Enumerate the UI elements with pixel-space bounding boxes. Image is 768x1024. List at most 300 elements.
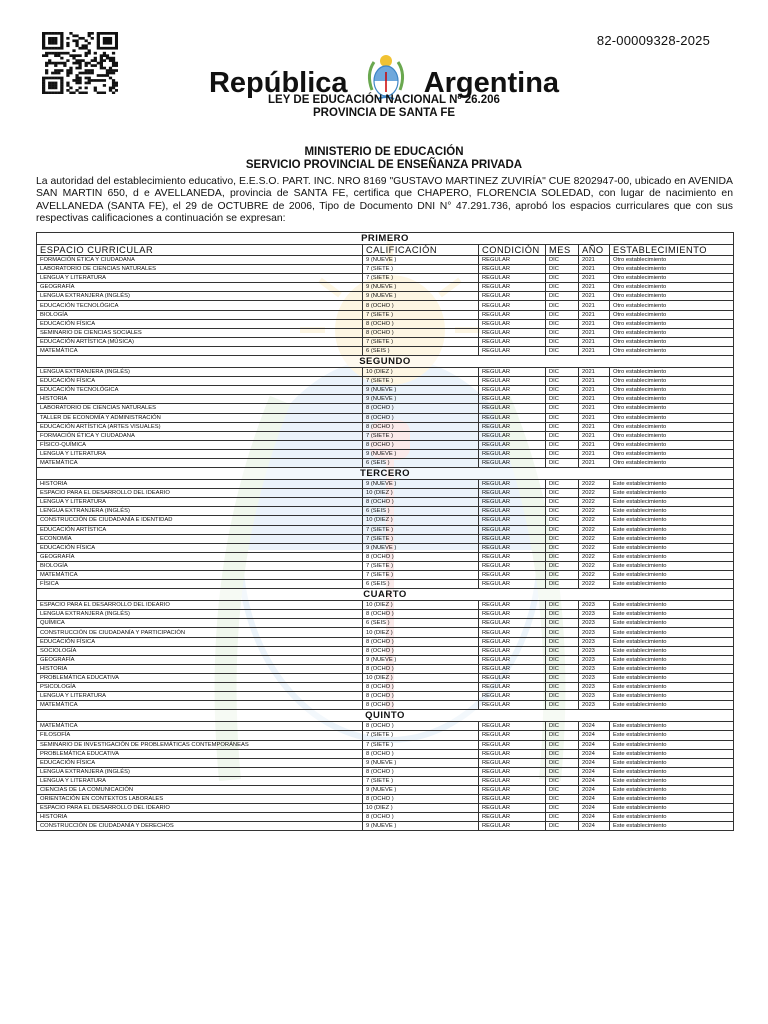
condition-cell: REGULAR <box>479 301 546 310</box>
condition-cell: REGULAR <box>479 274 546 283</box>
condition-cell: REGULAR <box>479 368 546 377</box>
condition-cell: REGULAR <box>479 749 546 758</box>
subject-cell: ESPACIO PARA EL DESARROLLO DEL IDEARIO <box>37 601 363 610</box>
subject-cell: LENGUA EXTRANJERA (INGLÉS) <box>37 507 363 516</box>
condition-cell: REGULAR <box>479 776 546 785</box>
grade-cell: 7 (SIETE ) <box>363 337 479 346</box>
month-cell: DIC <box>546 337 579 346</box>
subject-cell: HISTORIA <box>37 664 363 673</box>
grade-cell: 8 (OCHO ) <box>363 413 479 422</box>
condition-cell: REGULAR <box>479 431 546 440</box>
subject-cell: FORMACIÓN ÉTICA Y CIUDADANA <box>37 256 363 265</box>
grade-cell: 9 (NUEVE ) <box>363 655 479 664</box>
law-heading <box>0 94 768 120</box>
institution-cell: Este establecimiento <box>610 758 734 767</box>
table-row <box>37 337 734 346</box>
table-row <box>37 601 734 610</box>
table-row <box>37 785 734 794</box>
condition-cell: REGULAR <box>479 785 546 794</box>
grade-cell: 8 (OCHO ) <box>363 767 479 776</box>
month-cell: DIC <box>546 601 579 610</box>
month-cell: DIC <box>546 274 579 283</box>
condition-cell: REGULAR <box>479 673 546 682</box>
condition-cell: REGULAR <box>479 395 546 404</box>
year-cell: 2023 <box>579 664 610 673</box>
year-cell: 2021 <box>579 413 610 422</box>
subject-cell: FILOSOFÍA <box>37 731 363 740</box>
year-title: CUARTO <box>37 589 734 601</box>
month-cell: DIC <box>546 319 579 328</box>
col-header-condition: CONDICIÓN <box>479 245 546 256</box>
table-row <box>37 561 734 570</box>
subject-cell: EDUCACIÓN ARTÍSTICA <box>37 525 363 534</box>
institution-cell: Este establecimiento <box>610 543 734 552</box>
year-section-row <box>37 356 734 368</box>
condition-cell: REGULAR <box>479 795 546 804</box>
subject-cell: LENGUA EXTRANJERA (INGLÉS) <box>37 767 363 776</box>
grade-cell: 8 (OCHO ) <box>363 404 479 413</box>
subject-cell: HISTORIA <box>37 813 363 822</box>
table-row <box>37 664 734 673</box>
month-cell: DIC <box>546 785 579 794</box>
institution-cell: Este establecimiento <box>610 664 734 673</box>
month-cell: DIC <box>546 283 579 292</box>
month-cell: DIC <box>546 328 579 337</box>
table-row <box>37 449 734 458</box>
institution-cell: Este establecimiento <box>610 637 734 646</box>
condition-cell: REGULAR <box>479 292 546 301</box>
condition-cell: REGULAR <box>479 377 546 386</box>
institution-cell: Otro establecimiento <box>610 283 734 292</box>
year-cell: 2023 <box>579 673 610 682</box>
table-row <box>37 571 734 580</box>
year-section-row <box>37 468 734 480</box>
month-cell: DIC <box>546 265 579 274</box>
grade-cell: 10 (DIEZ ) <box>363 804 479 813</box>
subject-cell: MATEMÁTICA <box>37 701 363 710</box>
grade-cell: 9 (NUEVE ) <box>363 283 479 292</box>
month-cell: DIC <box>546 701 579 710</box>
month-cell: DIC <box>546 580 579 589</box>
condition-cell: REGULAR <box>479 664 546 673</box>
grade-cell: 8 (OCHO ) <box>363 637 479 646</box>
year-cell: 2022 <box>579 534 610 543</box>
table-row <box>37 813 734 822</box>
grade-cell: 8 (OCHO ) <box>363 422 479 431</box>
year-title: PRIMERO <box>37 233 734 245</box>
subject-cell: CONSTRUCCIÓN DE CIUDADANÍA E IDENTIDAD <box>37 516 363 525</box>
grade-cell: 9 (NUEVE ) <box>363 543 479 552</box>
grade-cell: 7 (SIETE ) <box>363 265 479 274</box>
year-cell: 2022 <box>579 543 610 552</box>
subject-cell: LENGUA EXTRANJERA (INGLÉS) <box>37 368 363 377</box>
year-section-row <box>37 710 734 722</box>
table-row <box>37 580 734 589</box>
col-header-institution: ESTABLECIMIENTO <box>610 245 734 256</box>
institution-cell: Este establecimiento <box>610 776 734 785</box>
month-cell: DIC <box>546 610 579 619</box>
subject-cell: LABORATORIO DE CIENCIAS NATURALES <box>37 404 363 413</box>
year-cell: 2022 <box>579 552 610 561</box>
column-header-row <box>37 245 734 256</box>
condition-cell: REGULAR <box>479 422 546 431</box>
year-cell: 2021 <box>579 328 610 337</box>
month-cell: DIC <box>546 440 579 449</box>
table-row <box>37 489 734 498</box>
institution-cell: Otro establecimiento <box>610 292 734 301</box>
subject-cell: LENGUA Y LITERATURA <box>37 449 363 458</box>
institution-cell: Otro establecimiento <box>610 422 734 431</box>
subject-cell: GEOGRAFÍA <box>37 552 363 561</box>
year-cell: 2024 <box>579 722 610 731</box>
law-line: LEY DE EDUCACIÓN NACIONAL Nº 26.206 <box>268 94 500 106</box>
subject-cell: BIOLOGÍA <box>37 561 363 570</box>
condition-cell: REGULAR <box>479 683 546 692</box>
condition-cell: REGULAR <box>479 543 546 552</box>
institution-cell: Otro establecimiento <box>610 256 734 265</box>
service-line: SERVICIO PROVINCIAL DE ENSEÑANZA PRIVADA <box>245 159 523 171</box>
institution-cell: Otro establecimiento <box>610 404 734 413</box>
subject-cell: FÍSICO-QUÍMICA <box>37 440 363 449</box>
grade-cell: 10 (DIEZ ) <box>363 368 479 377</box>
subject-cell: SEMINARIO DE CIENCIAS SOCIALES <box>37 328 363 337</box>
year-cell: 2023 <box>579 692 610 701</box>
grade-cell: 10 (DIEZ ) <box>363 489 479 498</box>
col-header-month: MES <box>546 245 579 256</box>
institution-cell: Otro establecimiento <box>610 274 734 283</box>
condition-cell: REGULAR <box>479 552 546 561</box>
institution-cell: Este establecimiento <box>610 822 734 831</box>
year-title: SEGUNDO <box>37 356 734 368</box>
subject-cell: SOCIOLOGÍA <box>37 646 363 655</box>
month-cell: DIC <box>546 292 579 301</box>
condition-cell: REGULAR <box>479 516 546 525</box>
condition-cell: REGULAR <box>479 637 546 646</box>
month-cell: DIC <box>546 301 579 310</box>
condition-cell: REGULAR <box>479 283 546 292</box>
subject-cell: MATEMÁTICA <box>37 722 363 731</box>
condition-cell: REGULAR <box>479 628 546 637</box>
institution-cell: Este establecimiento <box>610 804 734 813</box>
year-cell: 2021 <box>579 386 610 395</box>
year-cell: 2021 <box>579 283 610 292</box>
table-row <box>37 265 734 274</box>
year-cell: 2021 <box>579 431 610 440</box>
institution-cell: Este establecimiento <box>610 767 734 776</box>
year-cell: 2021 <box>579 458 610 467</box>
month-cell: DIC <box>546 507 579 516</box>
table-row <box>37 413 734 422</box>
table-row <box>37 404 734 413</box>
condition-cell: REGULAR <box>479 319 546 328</box>
institution-cell: Otro establecimiento <box>610 386 734 395</box>
month-cell: DIC <box>546 449 579 458</box>
condition-cell: REGULAR <box>479 458 546 467</box>
year-cell: 2024 <box>579 813 610 822</box>
year-cell: 2022 <box>579 489 610 498</box>
grade-cell: 8 (OCHO ) <box>363 683 479 692</box>
year-cell: 2023 <box>579 610 610 619</box>
subject-cell: LABORATORIO DE CIENCIAS NATURALES <box>37 265 363 274</box>
subject-cell: EDUCACIÓN FÍSICA <box>37 758 363 767</box>
month-cell: DIC <box>546 543 579 552</box>
grade-cell: 10 (DIEZ ) <box>363 601 479 610</box>
table-row <box>37 283 734 292</box>
month-cell: DIC <box>546 664 579 673</box>
year-cell: 2021 <box>579 368 610 377</box>
month-cell: DIC <box>546 386 579 395</box>
subject-cell: LENGUA Y LITERATURA <box>37 776 363 785</box>
institution-cell: Otro establecimiento <box>610 440 734 449</box>
subject-cell: QUÍMICA <box>37 619 363 628</box>
year-cell: 2022 <box>579 480 610 489</box>
grade-cell: 7 (SIETE ) <box>363 561 479 570</box>
month-cell: DIC <box>546 740 579 749</box>
subject-cell: PSICOLOGÍA <box>37 683 363 692</box>
table-row <box>37 628 734 637</box>
institution-cell: Este establecimiento <box>610 628 734 637</box>
year-cell: 2023 <box>579 601 610 610</box>
institution-cell: Otro establecimiento <box>610 413 734 422</box>
month-cell: DIC <box>546 525 579 534</box>
grade-cell: 8 (OCHO ) <box>363 440 479 449</box>
subject-cell: ESPACIO PARA EL DESARROLLO DEL IDEARIO <box>37 804 363 813</box>
year-cell: 2021 <box>579 292 610 301</box>
condition-cell: REGULAR <box>479 404 546 413</box>
condition-cell: REGULAR <box>479 440 546 449</box>
year-cell: 2021 <box>579 395 610 404</box>
grade-cell: 7 (SIETE ) <box>363 310 479 319</box>
condition-cell: REGULAR <box>479 822 546 831</box>
institution-cell: Este establecimiento <box>610 795 734 804</box>
grade-cell: 10 (DIEZ ) <box>363 516 479 525</box>
condition-cell: REGULAR <box>479 619 546 628</box>
condition-cell: REGULAR <box>479 646 546 655</box>
institution-cell: Este establecimiento <box>610 731 734 740</box>
col-header-year: AÑO <box>579 245 610 256</box>
table-row <box>37 610 734 619</box>
month-cell: DIC <box>546 256 579 265</box>
condition-cell: REGULAR <box>479 346 546 355</box>
table-row <box>37 516 734 525</box>
table-row <box>37 328 734 337</box>
year-cell: 2022 <box>579 507 610 516</box>
month-cell: DIC <box>546 628 579 637</box>
institution-cell: Otro establecimiento <box>610 301 734 310</box>
year-cell: 2022 <box>579 561 610 570</box>
condition-cell: REGULAR <box>479 722 546 731</box>
grade-cell: 9 (NUEVE ) <box>363 822 479 831</box>
month-cell: DIC <box>546 404 579 413</box>
table-row <box>37 655 734 664</box>
institution-cell: Otro establecimiento <box>610 458 734 467</box>
grade-cell: 8 (OCHO ) <box>363 701 479 710</box>
month-cell: DIC <box>546 619 579 628</box>
table-row <box>37 683 734 692</box>
institution-cell: Este establecimiento <box>610 498 734 507</box>
table-row <box>37 543 734 552</box>
subject-cell: EDUCACIÓN FÍSICA <box>37 319 363 328</box>
condition-cell: REGULAR <box>479 337 546 346</box>
month-cell: DIC <box>546 767 579 776</box>
month-cell: DIC <box>546 368 579 377</box>
subject-cell: PROBLEMÁTICA EDUCATIVA <box>37 673 363 682</box>
institution-cell: Este establecimiento <box>610 683 734 692</box>
condition-cell: REGULAR <box>479 758 546 767</box>
subject-cell: SEMINARIO DE INVESTIGACIÓN DE PROBLEMÁTICAS CONTEMPORÁNEAS <box>37 740 363 749</box>
table-row <box>37 740 734 749</box>
grade-cell: 8 (OCHO ) <box>363 692 479 701</box>
grade-cell: 8 (OCHO ) <box>363 722 479 731</box>
ministry-heading <box>0 146 768 172</box>
subject-cell: MATEMÁTICA <box>37 458 363 467</box>
table-row <box>37 776 734 785</box>
month-cell: DIC <box>546 804 579 813</box>
year-title: TERCERO <box>37 468 734 480</box>
subject-cell: EDUCACIÓN ARTÍSTICA (MÚSICA) <box>37 337 363 346</box>
institution-cell: Este establecimiento <box>610 610 734 619</box>
table-row <box>37 377 734 386</box>
institution-cell: Este establecimiento <box>610 580 734 589</box>
condition-cell: REGULAR <box>479 265 546 274</box>
institution-cell: Otro establecimiento <box>610 395 734 404</box>
month-cell: DIC <box>546 413 579 422</box>
condition-cell: REGULAR <box>479 610 546 619</box>
grade-cell: 7 (SIETE ) <box>363 776 479 785</box>
condition-cell: REGULAR <box>479 489 546 498</box>
grade-cell: 8 (OCHO ) <box>363 319 479 328</box>
year-cell: 2021 <box>579 377 610 386</box>
month-cell: DIC <box>546 431 579 440</box>
institution-cell: Este establecimiento <box>610 813 734 822</box>
grade-cell: 9 (NUEVE ) <box>363 758 479 767</box>
grade-cell: 10 (DIEZ ) <box>363 628 479 637</box>
certificate-paragraph: La autoridad del establecimiento educativo, E.E.S.O. PART. INC. NRO 8169 "GUSTAVO MARTINEZ ZUVIRÍA" CUE 8202947-00, ubicado en AVENIDA SAN MARTIN 650, d e AVELLANEDA, provincia de SANTA FE, certifica que CHAPERO, FLORENCIA SOLEDAD, con lugar de nacimiento en AVELLANEDA (SANTA FE), el 29 de OCTUBRE de 2006, Tipo de Documento DNI N° 47.291.736, aprobó los espacios curriculares que con sus respectivas calificaciones a continuación se expresan: <box>36 176 733 224</box>
year-cell: 2023 <box>579 637 610 646</box>
institution-cell: Este establecimiento <box>610 601 734 610</box>
col-header-grade: CALIFICACIÓN <box>363 245 479 256</box>
grade-cell: 7 (SIETE ) <box>363 534 479 543</box>
month-cell: DIC <box>546 822 579 831</box>
subject-cell: LENGUA Y LITERATURA <box>37 274 363 283</box>
grade-cell: 8 (OCHO ) <box>363 610 479 619</box>
subject-cell: EDUCACIÓN TECNOLÓGICA <box>37 386 363 395</box>
subject-cell: CONSTRUCCIÓN DE CIUDADANÍA Y PARTICIPACIÓN <box>37 628 363 637</box>
institution-cell: Otro establecimiento <box>610 449 734 458</box>
institution-cell: Este establecimiento <box>610 571 734 580</box>
year-cell: 2024 <box>579 795 610 804</box>
subject-cell: EDUCACIÓN FÍSICA <box>37 543 363 552</box>
condition-cell: REGULAR <box>479 571 546 580</box>
condition-cell: REGULAR <box>479 310 546 319</box>
condition-cell: REGULAR <box>479 692 546 701</box>
grade-cell: 6 (SEIS ) <box>363 458 479 467</box>
year-cell: 2021 <box>579 310 610 319</box>
month-cell: DIC <box>546 458 579 467</box>
institution-cell: Otro establecimiento <box>610 265 734 274</box>
table-row <box>37 319 734 328</box>
institution-cell: Otro establecimiento <box>610 328 734 337</box>
year-cell: 2024 <box>579 767 610 776</box>
year-cell: 2022 <box>579 571 610 580</box>
year-section-row <box>37 589 734 601</box>
condition-cell: REGULAR <box>479 480 546 489</box>
institution-cell: Este establecimiento <box>610 489 734 498</box>
table-row <box>37 731 734 740</box>
month-cell: DIC <box>546 516 579 525</box>
month-cell: DIC <box>546 673 579 682</box>
institution-cell: Otro establecimiento <box>610 377 734 386</box>
grade-cell: 7 (SIETE ) <box>363 274 479 283</box>
table-row <box>37 274 734 283</box>
month-cell: DIC <box>546 692 579 701</box>
grade-cell: 6 (SEIS ) <box>363 507 479 516</box>
table-row <box>37 292 734 301</box>
table-row <box>37 368 734 377</box>
condition-cell: REGULAR <box>479 534 546 543</box>
table-row <box>37 673 734 682</box>
subject-cell: GEOGRAFÍA <box>37 283 363 292</box>
grade-cell: 8 (OCHO ) <box>363 795 479 804</box>
year-cell: 2024 <box>579 822 610 831</box>
condition-cell: REGULAR <box>479 449 546 458</box>
grade-cell: 9 (NUEVE ) <box>363 292 479 301</box>
table-row <box>37 804 734 813</box>
table-row <box>37 767 734 776</box>
subject-cell: EDUCACIÓN ARTÍSTICA (ARTES VISUALES) <box>37 422 363 431</box>
table-row <box>37 458 734 467</box>
grade-cell: 9 (NUEVE ) <box>363 395 479 404</box>
institution-cell: Otro establecimiento <box>610 337 734 346</box>
institution-cell: Este establecimiento <box>610 561 734 570</box>
year-cell: 2024 <box>579 749 610 758</box>
title-word-argentina: Argentina <box>423 67 560 99</box>
institution-cell: Este establecimiento <box>610 525 734 534</box>
condition-cell: REGULAR <box>479 813 546 822</box>
subject-cell: LENGUA Y LITERATURA <box>37 498 363 507</box>
subject-cell: FÍSICA <box>37 580 363 589</box>
institution-cell: Este establecimiento <box>610 480 734 489</box>
subject-cell: EDUCACIÓN TECNOLÓGICA <box>37 301 363 310</box>
institution-cell: Este establecimiento <box>610 692 734 701</box>
subject-cell: LENGUA EXTRANJERA (INGLÉS) <box>37 292 363 301</box>
month-cell: DIC <box>546 758 579 767</box>
grade-cell: 8 (OCHO ) <box>363 664 479 673</box>
year-cell: 2021 <box>579 346 610 355</box>
table-row <box>37 637 734 646</box>
month-cell: DIC <box>546 646 579 655</box>
condition-cell: REGULAR <box>479 386 546 395</box>
subject-cell: MATEMÁTICA <box>37 346 363 355</box>
month-cell: DIC <box>546 346 579 355</box>
month-cell: DIC <box>546 561 579 570</box>
year-cell: 2021 <box>579 440 610 449</box>
table-row <box>37 386 734 395</box>
subject-cell: LENGUA Y LITERATURA <box>37 692 363 701</box>
grade-cell: 9 (NUEVE ) <box>363 449 479 458</box>
table-row <box>37 749 734 758</box>
subject-cell: ORIENTACIÓN EN CONTEXTOS LABORALES <box>37 795 363 804</box>
subject-cell: TALLER DE ECONOMÍA Y ADMINISTRACIÓN <box>37 413 363 422</box>
year-cell: 2022 <box>579 498 610 507</box>
month-cell: DIC <box>546 395 579 404</box>
condition-cell: REGULAR <box>479 561 546 570</box>
year-cell: 2023 <box>579 646 610 655</box>
year-section-row <box>37 233 734 245</box>
year-cell: 2023 <box>579 701 610 710</box>
table-row <box>37 795 734 804</box>
grade-cell: 7 (SIETE ) <box>363 571 479 580</box>
